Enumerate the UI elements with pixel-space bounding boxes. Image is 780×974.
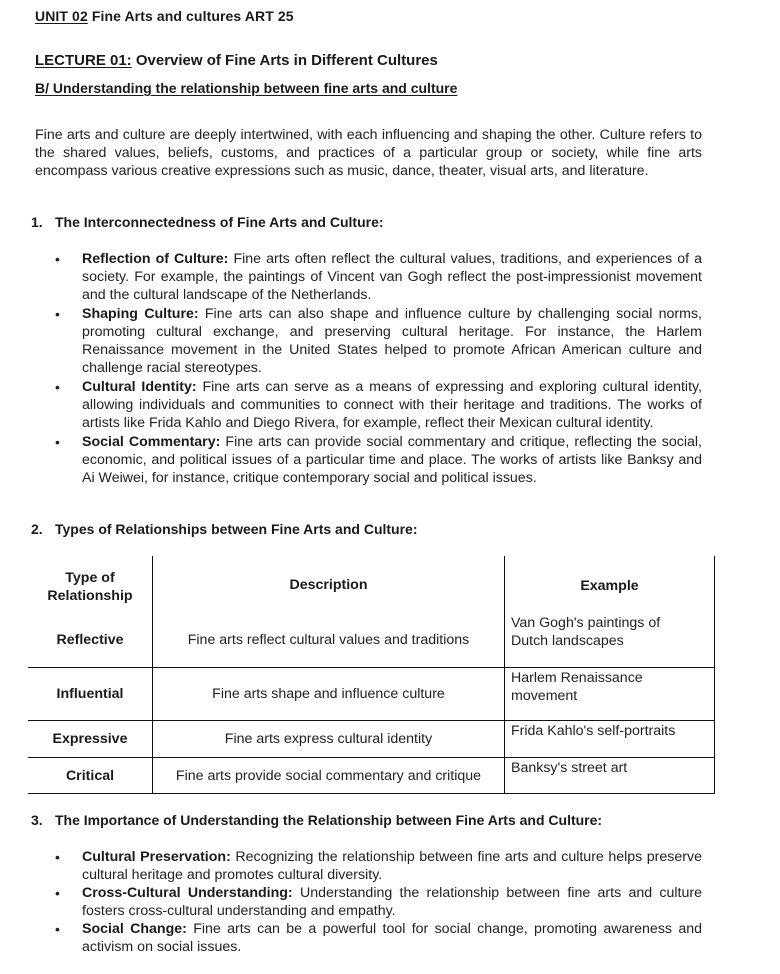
bullet-icon: • [55,306,60,322]
table-cell-example: Van Gogh's paintings of Dutch landscapes [511,615,661,649]
section-title: The Interconnectedness of Fine Arts and Culture: [55,214,384,230]
table-cell-example: Harlem Renaissance movement [511,670,643,704]
list-item [55,250,702,304]
lecture-label: LECTURE 01: [35,52,132,69]
list-item-term: Cultural Preservation: [82,849,231,865]
list-item-term: Cultural Identity: [82,379,197,395]
table-cell-type: Reflective [56,632,124,648]
list-item-term: Cross-Cultural Understanding: [82,885,293,901]
list-item-text: Fine arts can provide social commentary and critique, reflecting the social, economic, and political issues of a particular time and place. The works of artists like Banksy and Ai Weiwei, for instance, critique contemporary social and political issues. [82,434,702,486]
table-cell-description: Fine arts express cultural identity [224,731,433,747]
bullet-icon: • [55,921,60,937]
list-item [55,433,702,487]
section-title: The Importance of Understanding the Relationship between Fine Arts and Culture: [55,812,603,828]
list-item-term: Social Change: [82,921,187,937]
section-number: 3. [31,812,43,828]
lecture-name: Overview of Fine Arts in Different Cultures [131,52,438,69]
section-subtitle: B/ Understanding the relationship between fine arts and culture [35,80,458,96]
table-header: Type of Relationship [47,570,133,604]
list-item [55,848,702,884]
list-item-term: Shaping Culture: [82,306,199,322]
unit-name: Fine Arts and cultures ART 25 [87,8,294,24]
list-item [55,920,702,956]
unit-title [35,8,294,24]
table-divider [714,556,715,794]
table-cell-description: Fine arts provide social commentary and critique [175,768,482,784]
table-divider [28,720,715,721]
bullet-icon: • [55,251,60,267]
relationships-table [28,556,715,794]
lecture-title [35,52,438,69]
section-heading-2 [31,521,418,537]
bullet-icon: • [55,434,60,450]
list-item-term: Social Commentary: [82,434,221,450]
section-number: 2. [31,521,43,537]
table-cell-type: Expressive [52,731,128,747]
list-item-text: Fine arts can serve as a means of expressing and exploring cultural identity, allowing individuals and communities to connect with their heritage and traditions. The works of artists like Frida Kahlo and Diego Rivera, for example, reflect their Mexican cultural identity. [82,379,702,431]
list-item-text: Fine arts can also shape and influence culture by challenging social norms, promoting cultural exchange, and preserving cultural heritage. For instance, the Harlem Renaissance movement in the United States helped to promote African American culture and challenge racial stereotypes. [82,306,702,376]
table-divider [28,667,715,668]
bullet-icon: • [55,849,60,865]
table-cell-type: Influential [56,686,124,702]
list-item-text: Understanding the relationship between fine arts and culture fosters cross-cultural understanding and empathy. [82,885,703,919]
importance-list [55,848,702,956]
table-cell-description: Fine arts shape and influence culture [212,686,445,702]
table-divider [28,793,715,794]
bullet-icon: • [55,885,60,901]
section-heading-1 [31,214,384,230]
intro-paragraph: Fine arts and culture are deeply intertwined, with each influencing and shaping the other. Culture refers to the shared values, beliefs, customs, and practices of a particular group or society, while fine arts encompass various creative expressions such as music, dance, theater, visual arts, and literature. [35,127,702,179]
table-header: Example [580,578,639,594]
list-item [55,305,702,377]
list-item [55,378,702,432]
list-item-text: Fine arts often reflect the cultural values, traditions, and experiences of a society. For example, the paintings of Vincent van Gogh reflect the post-impressionist movement and the cultural landscape of the Netherlands. [82,251,702,303]
table-cell-description: Fine arts reflect cultural values and traditions [187,632,470,648]
interconnectedness-list [55,250,702,487]
section-title: Types of Relationships between Fine Arts and Culture: [55,521,418,537]
table-cell-type: Critical [65,768,115,784]
section-number: 1. [31,214,43,230]
table-header: Description [289,577,368,593]
table-cell-example: Frida Kahlo's self-portraits [511,723,676,739]
list-item-term: Reflection of Culture: [82,251,229,267]
unit-label: UNIT 02 [35,8,88,24]
table-cell-example: Banksy's street art [511,760,628,776]
table-divider [28,757,715,758]
list-item-text: Recognizing the relationship between fine arts and culture helps preserve cultural heritage and promotes cultural diversity. [82,849,702,883]
bullet-icon: • [55,379,60,395]
list-item [55,884,702,920]
section-heading-3 [31,812,602,828]
list-item-text: Fine arts can be a powerful tool for social change, promoting awareness and activism on social issues. [82,921,702,955]
